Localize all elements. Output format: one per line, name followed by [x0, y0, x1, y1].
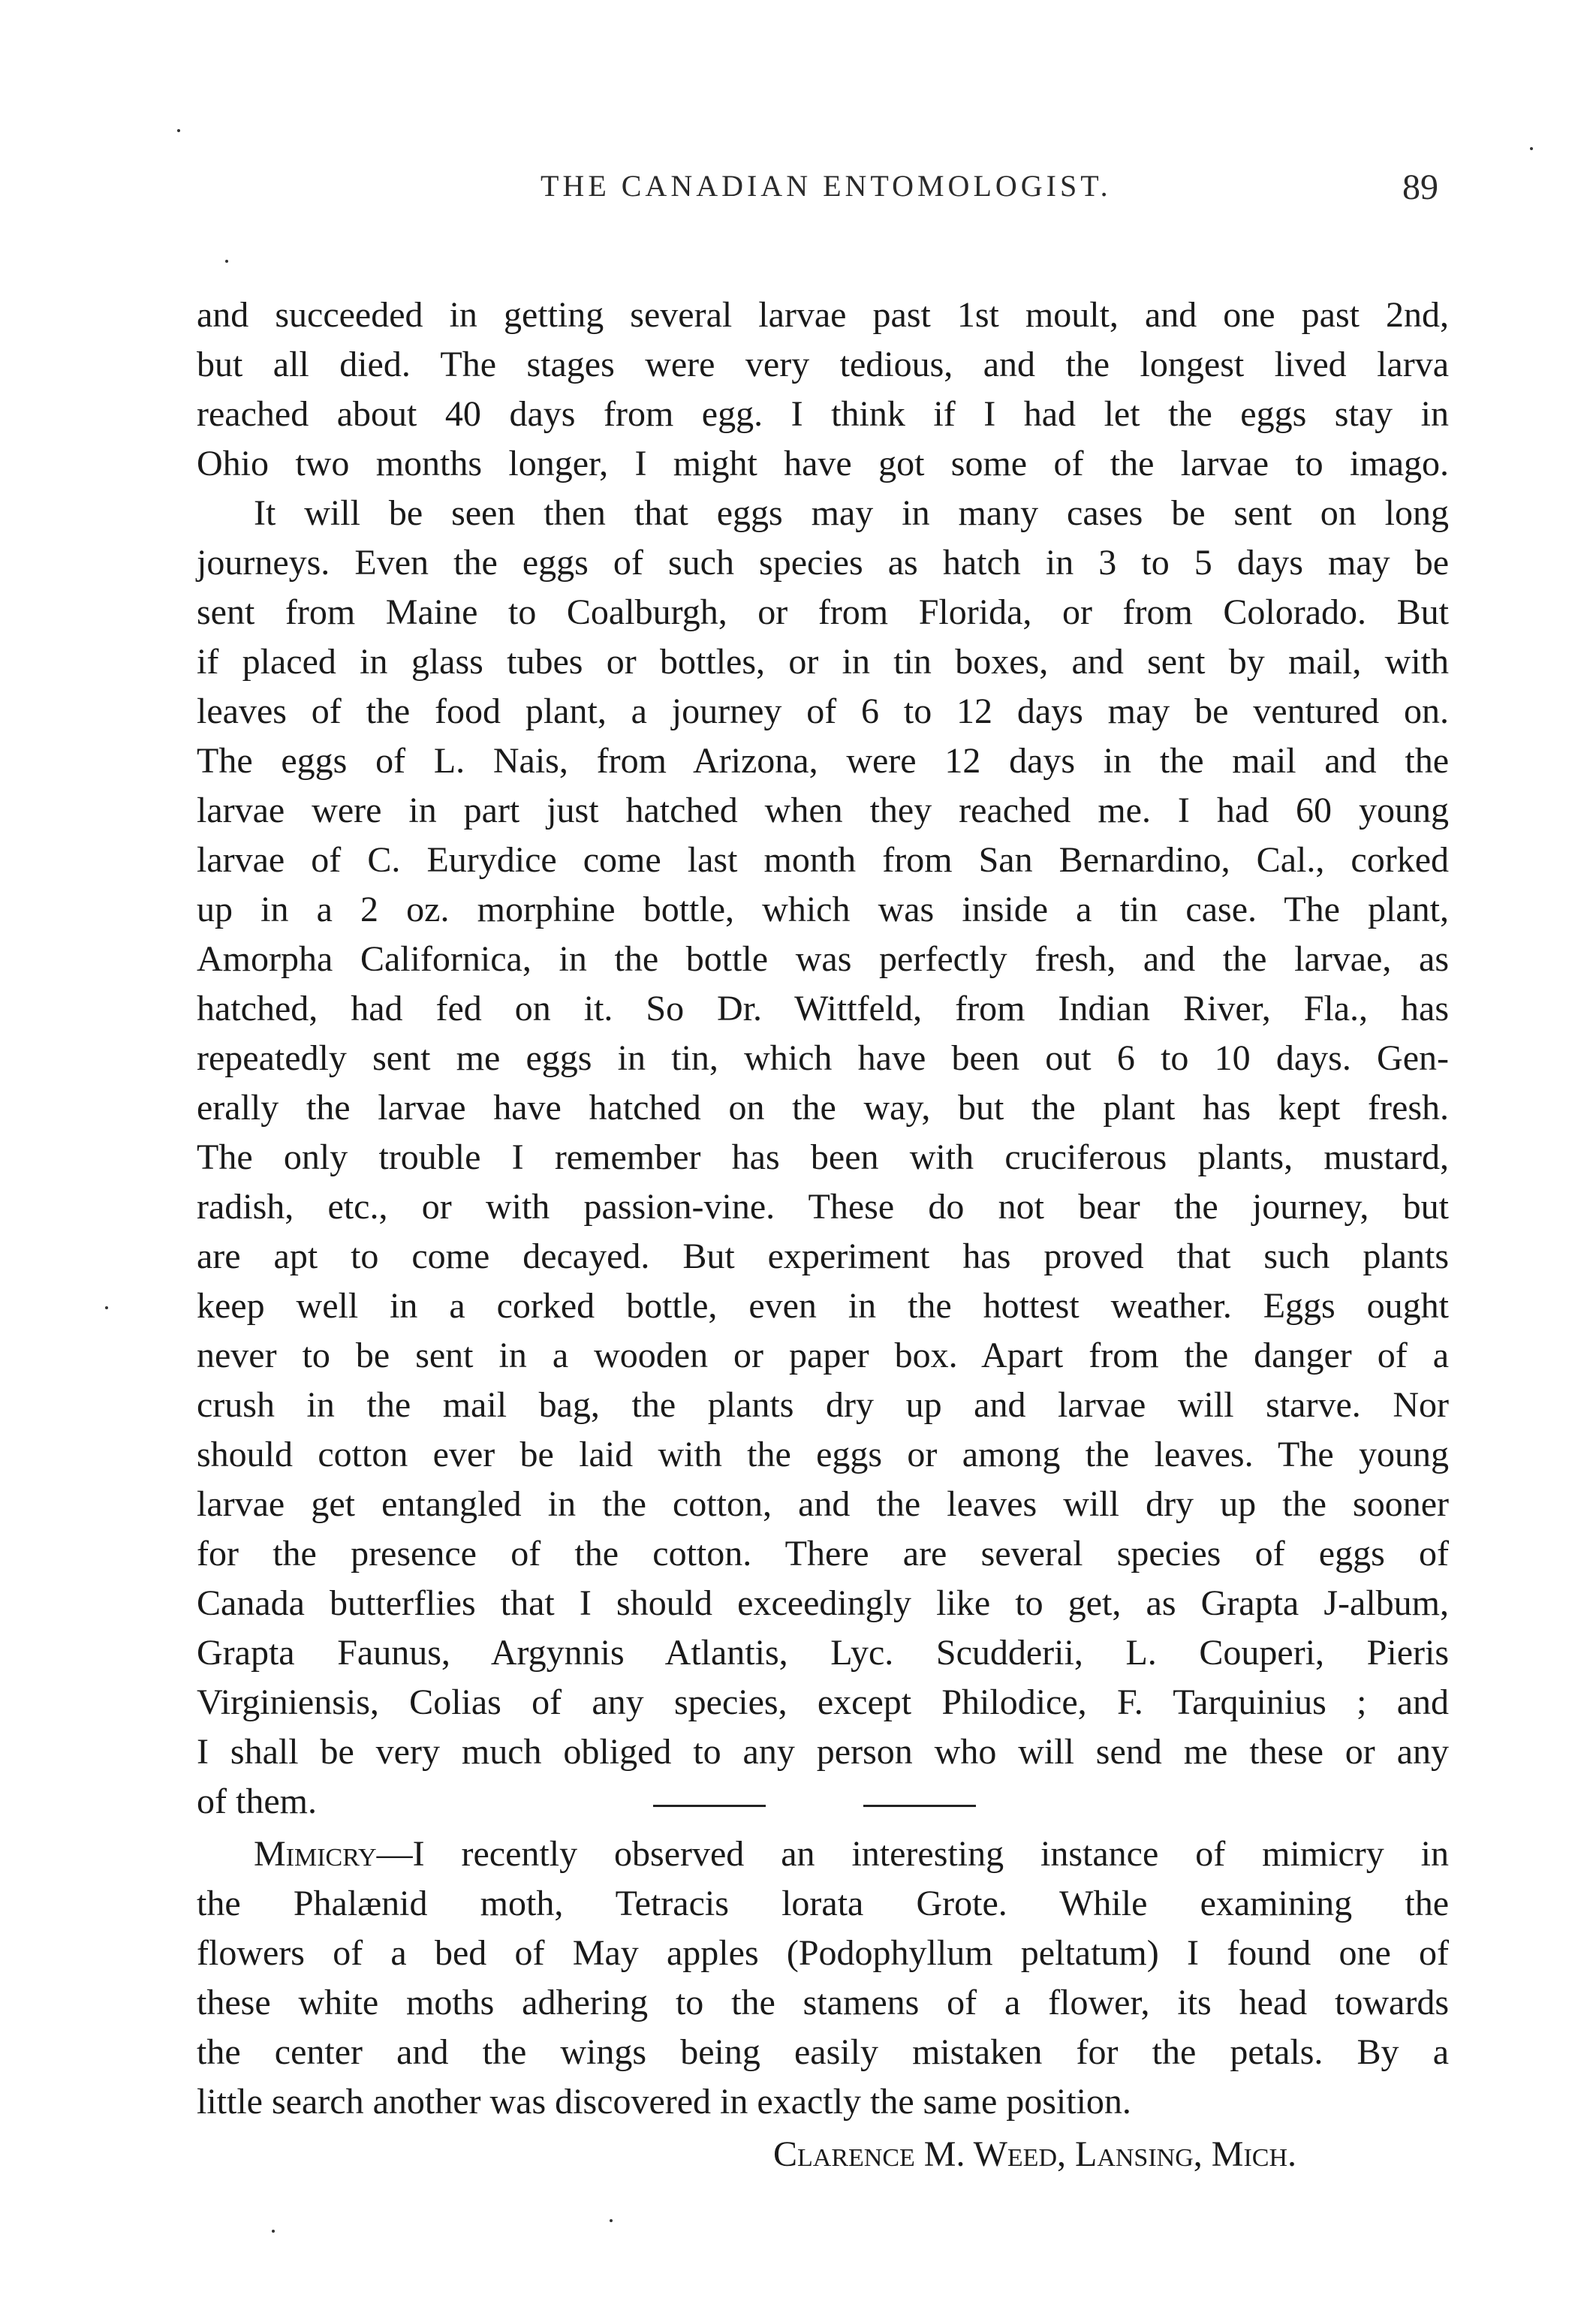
text-line: The only trouble I remember has been with cruciferous plants, mustard,: [197, 1137, 1449, 1177]
print-speck: [1530, 147, 1533, 150]
text-line: repeatedly sent me eggs in tin, which have been out 6 to 10 days. Gen-: [197, 1038, 1449, 1078]
text-line: Grapta Faunus, Argynnis Atlantis, Lyc. Scudderii, L. Couperi, Pieris: [197, 1633, 1449, 1673]
mimicry-first-line-text: —I recently observed an interesting instance of mimicry in: [376, 1834, 1449, 1874]
text-line: radish, etc., or with passion-vine. These do not bear the journey, but: [197, 1187, 1449, 1227]
text-line: I shall be very much obliged to any person who will send me these or any: [197, 1732, 1449, 1772]
text-line: up in a 2 oz. morphine bottle, which was inside a tin case. The plant,: [197, 890, 1449, 929]
text-line: The eggs of L. Nais, from Arizona, were 12 days in the mail and the: [197, 741, 1449, 781]
text-line: Virginiensis, Colias of any species, except Philodice, F. Tarquinius ; and: [197, 1682, 1449, 1722]
text-line: for the presence of the cotton. There are several species of eggs of: [197, 1534, 1449, 1574]
text-line: and succeeded in getting several larvae past 1st moult, and one past 2nd,: [197, 295, 1449, 335]
text-line: journeys. Even the eggs of such species as hatch in 3 to 5 days may be: [197, 543, 1449, 583]
text-line: the center and the wings being easily mistaken for the petals. By a: [197, 2032, 1449, 2072]
section-divider-right: [863, 1805, 976, 1807]
text-line: never to be sent in a wooden or paper box. Apart from the danger of a: [197, 1336, 1449, 1375]
text-line: sent from Maine to Coalburgh, or from Florida, or from Colorado. But: [197, 592, 1449, 632]
text-line: Ohio two months longer, I might have got some of the larvae to imago.: [197, 444, 1449, 483]
text-line: It will be seen then that eggs may in many cases be sent on long: [254, 493, 1449, 533]
text-line: are apt to come decayed. But experiment has proved that such plants: [197, 1236, 1449, 1276]
print-speck: [105, 1306, 108, 1309]
mimicry-first-line: [254, 1832, 1449, 1877]
mimicry-heading: Mimicry: [254, 1834, 377, 1874]
print-speck: [272, 2230, 275, 2233]
text-line: flowers of a bed of May apples (Podophyllum peltatum) I found one of: [197, 1933, 1449, 1973]
text-line: little search another was discovered in exactly the same position.: [197, 2082, 1131, 2122]
text-line: Amorpha Californica, in the bottle was perfectly fresh, and the larvae, as: [197, 939, 1449, 979]
text-line: larvae of C. Eurydice come last month from San Bernardino, Cal., corked: [197, 840, 1449, 880]
text-line: crush in the mail bag, the plants dry up and larvae will starve. Nor: [197, 1385, 1449, 1425]
text-line: erally the larvae have hatched on the way, but the plant has kept fresh.: [197, 1088, 1449, 1128]
text-line: but all died. The stages were very tedious, and the longest lived larva: [197, 345, 1449, 384]
author-signature: Clarence M. Weed, Lansing, Mich.: [773, 2134, 1296, 2174]
text-line: larvae were in part just hatched when they reached me. I had 60 young: [197, 791, 1449, 830]
text-line: if placed in glass tubes or bottles, or in tin boxes, and sent by mail, with: [197, 642, 1449, 682]
text-line: keep well in a corked bottle, even in the hottest weather. Eggs ought: [197, 1286, 1449, 1326]
text-line: of them.: [197, 1781, 317, 1821]
text-line: reached about 40 days from egg. I think if I had let the eggs stay in: [197, 394, 1449, 434]
text-line: leaves of the food plant, a journey of 6 to 12 days may be ventured on.: [197, 691, 1449, 731]
print-speck: [225, 260, 228, 263]
text-line: hatched, had fed on it. So Dr. Wittfeld, from Indian River, Fla., has: [197, 989, 1449, 1029]
text-line: these white moths adhering to the stamens of a flower, its head towards: [197, 1983, 1449, 2022]
page-number: 89: [1402, 167, 1438, 207]
text-line: should cotton ever be laid with the eggs or among the leaves. The young: [197, 1435, 1449, 1474]
text-line: the Phalænid moth, Tetracis lorata Grote. While examining the: [197, 1884, 1449, 1923]
print-speck: [177, 129, 180, 132]
running-header: THE CANADIAN ENTOMOLOGIST.: [541, 169, 1112, 203]
text-line: Canada butterflies that I should exceedingly like to get, as Grapta J-album,: [197, 1583, 1449, 1623]
print-speck: [610, 2219, 613, 2222]
text-line: larvae get entangled in the cotton, and the leaves will dry up the sooner: [197, 1484, 1449, 1524]
section-divider-left: [653, 1805, 766, 1807]
